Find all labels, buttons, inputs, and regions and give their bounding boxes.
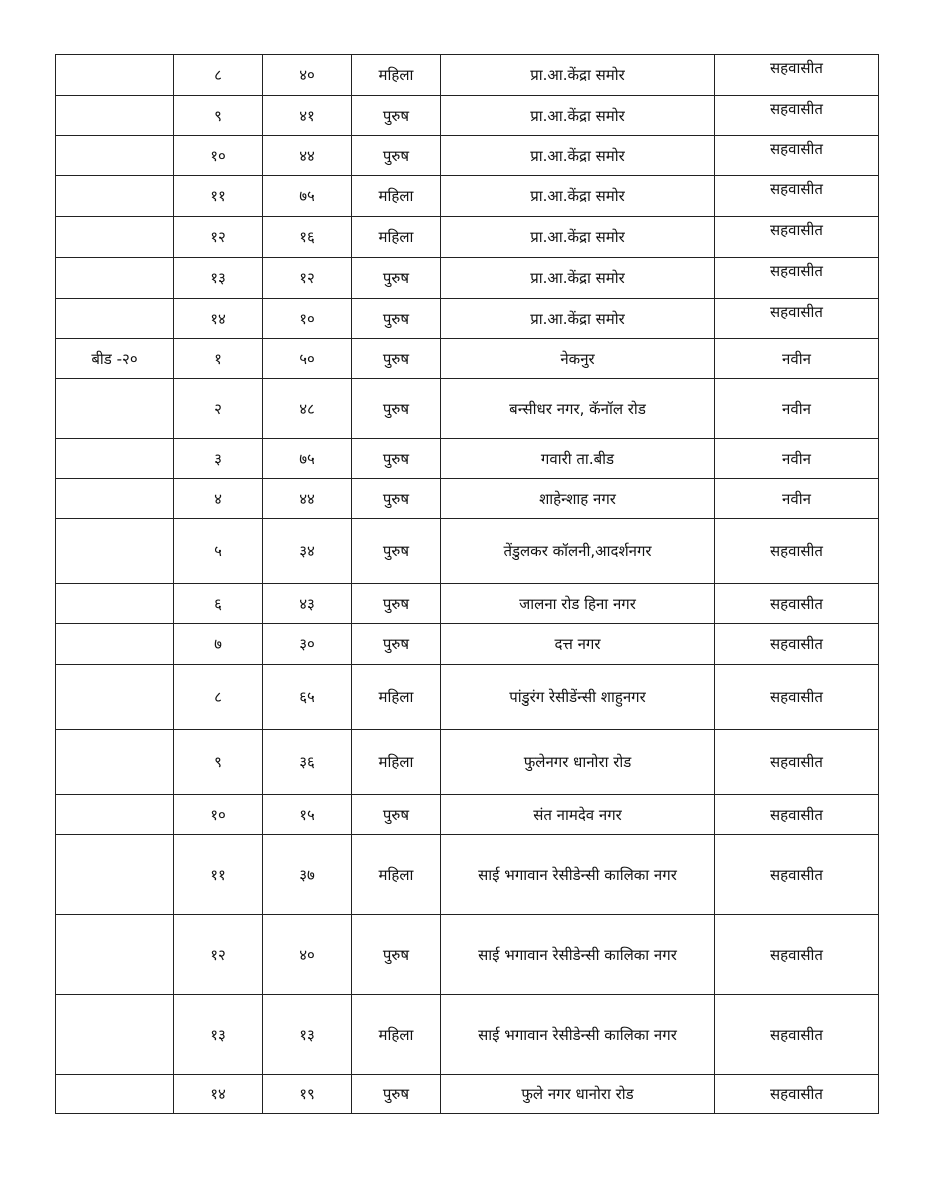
cell-group	[56, 995, 174, 1075]
cell-age: ३६	[263, 730, 352, 795]
cell-serial-number: १३	[174, 258, 263, 299]
cell-gender: पुरुष	[352, 258, 441, 299]
cell-group	[56, 665, 174, 730]
cell-serial-number: ९	[174, 730, 263, 795]
records-table-body	[56, 55, 879, 1114]
table-row	[56, 795, 879, 835]
cell-address: नेकनुर	[441, 339, 715, 379]
cell-address: तेंडुलकर कॉलनी,आदर्शनगर	[441, 519, 715, 584]
cell-age: ४४	[263, 136, 352, 176]
cell-age: १६	[263, 217, 352, 258]
cell-gender: पुरुष	[352, 96, 441, 136]
cell-age: ३४	[263, 519, 352, 584]
cell-gender: महिला	[352, 55, 441, 96]
cell-group	[56, 835, 174, 915]
cell-address: प्रा.आ.केंद्रा समोर	[441, 258, 715, 299]
cell-address: प्रा.आ.केंद्रा समोर	[441, 217, 715, 258]
cell-gender: महिला	[352, 995, 441, 1075]
cell-age: ४३	[263, 584, 352, 624]
cell-status: सहवासीत	[715, 1075, 879, 1114]
records-table	[55, 54, 879, 1114]
table-row	[56, 665, 879, 730]
cell-gender: पुरुष	[352, 795, 441, 835]
table-row	[56, 176, 879, 217]
cell-gender: महिला	[352, 835, 441, 915]
cell-gender: पुरुष	[352, 519, 441, 584]
cell-serial-number: ८	[174, 55, 263, 96]
cell-status: सहवासीत	[715, 217, 879, 258]
cell-serial-number: ८	[174, 665, 263, 730]
cell-group	[56, 299, 174, 339]
cell-group	[56, 217, 174, 258]
cell-gender: पुरुष	[352, 479, 441, 519]
cell-group	[56, 795, 174, 835]
cell-serial-number: १२	[174, 217, 263, 258]
cell-serial-number: ४	[174, 479, 263, 519]
cell-status: सहवासीत	[715, 835, 879, 915]
table-row	[56, 624, 879, 665]
cell-group	[56, 136, 174, 176]
cell-age: ४१	[263, 96, 352, 136]
table-row	[56, 584, 879, 624]
cell-age: ७५	[263, 439, 352, 479]
cell-age: ६५	[263, 665, 352, 730]
cell-gender: महिला	[352, 217, 441, 258]
table-row	[56, 55, 879, 96]
cell-gender: पुरुष	[352, 584, 441, 624]
cell-group	[56, 96, 174, 136]
table-row	[56, 299, 879, 339]
cell-status: सहवासीत	[715, 915, 879, 995]
cell-status: सहवासीत	[715, 624, 879, 665]
cell-gender: महिला	[352, 665, 441, 730]
table-row	[56, 258, 879, 299]
cell-status: नवीन	[715, 439, 879, 479]
cell-age: ७५	[263, 176, 352, 217]
cell-gender: पुरुष	[352, 379, 441, 439]
table-row	[56, 379, 879, 439]
cell-serial-number: १२	[174, 915, 263, 995]
cell-address: जालना रोड हिना नगर	[441, 584, 715, 624]
cell-gender: पुरुष	[352, 915, 441, 995]
cell-age: १५	[263, 795, 352, 835]
cell-serial-number: ३	[174, 439, 263, 479]
cell-gender: पुरुष	[352, 1075, 441, 1114]
cell-serial-number: १४	[174, 299, 263, 339]
cell-age: १२	[263, 258, 352, 299]
cell-serial-number: ११	[174, 835, 263, 915]
cell-address: प्रा.आ.केंद्रा समोर	[441, 176, 715, 217]
cell-group	[56, 915, 174, 995]
cell-age: ४८	[263, 379, 352, 439]
cell-age: १३	[263, 995, 352, 1075]
table-row	[56, 217, 879, 258]
cell-gender: पुरुष	[352, 339, 441, 379]
table-row	[56, 339, 879, 379]
cell-group	[56, 479, 174, 519]
cell-status: सहवासीत	[715, 519, 879, 584]
cell-gender: पुरुष	[352, 624, 441, 665]
table-row	[56, 995, 879, 1075]
cell-group	[56, 176, 174, 217]
cell-address: बन्सीधर नगर, कॅनॉल रोड	[441, 379, 715, 439]
table-row	[56, 730, 879, 795]
table-row	[56, 915, 879, 995]
cell-age: ४०	[263, 915, 352, 995]
table-row	[56, 439, 879, 479]
table-row	[56, 519, 879, 584]
cell-serial-number: ५	[174, 519, 263, 584]
cell-address: फुले नगर धानोरा रोड	[441, 1075, 715, 1114]
cell-age: ४०	[263, 55, 352, 96]
cell-gender: महिला	[352, 730, 441, 795]
cell-group	[56, 55, 174, 96]
table-row	[56, 1075, 879, 1114]
cell-status: सहवासीत	[715, 995, 879, 1075]
cell-address: साई भगावान रेसीडेन्सी कालिका नगर	[441, 835, 715, 915]
cell-group	[56, 1075, 174, 1114]
cell-status: नवीन	[715, 339, 879, 379]
cell-age: ४४	[263, 479, 352, 519]
cell-address: प्रा.आ.केंद्रा समोर	[441, 299, 715, 339]
cell-status: सहवासीत	[715, 55, 879, 96]
cell-address: प्रा.आ.केंद्रा समोर	[441, 55, 715, 96]
cell-gender: पुरुष	[352, 136, 441, 176]
cell-age: १०	[263, 299, 352, 339]
cell-group	[56, 624, 174, 665]
cell-status: सहवासीत	[715, 96, 879, 136]
cell-group	[56, 258, 174, 299]
table-row	[56, 96, 879, 136]
cell-group	[56, 584, 174, 624]
cell-group	[56, 379, 174, 439]
cell-status: नवीन	[715, 379, 879, 439]
cell-age: ३७	[263, 835, 352, 915]
cell-age: १९	[263, 1075, 352, 1114]
cell-status: सहवासीत	[715, 795, 879, 835]
cell-address: गवारी ता.बीड	[441, 439, 715, 479]
cell-gender: पुरुष	[352, 439, 441, 479]
cell-serial-number: १४	[174, 1075, 263, 1114]
cell-status: सहवासीत	[715, 730, 879, 795]
cell-status: नवीन	[715, 479, 879, 519]
cell-serial-number: १	[174, 339, 263, 379]
table-row	[56, 479, 879, 519]
table-row	[56, 835, 879, 915]
cell-address: साई भगावान रेसीडेन्सी कालिका नगर	[441, 915, 715, 995]
cell-serial-number: २	[174, 379, 263, 439]
cell-status: सहवासीत	[715, 176, 879, 217]
cell-status: सहवासीत	[715, 136, 879, 176]
cell-status: सहवासीत	[715, 299, 879, 339]
cell-address: संत नामदेव नगर	[441, 795, 715, 835]
cell-address: प्रा.आ.केंद्रा समोर	[441, 136, 715, 176]
cell-serial-number: ६	[174, 584, 263, 624]
cell-address: शाहेन्शाह नगर	[441, 479, 715, 519]
cell-group	[56, 730, 174, 795]
cell-gender: पुरुष	[352, 299, 441, 339]
cell-serial-number: १०	[174, 136, 263, 176]
cell-serial-number: ११	[174, 176, 263, 217]
cell-group: बीड -२०	[56, 339, 174, 379]
cell-age: ५०	[263, 339, 352, 379]
cell-status: सहवासीत	[715, 584, 879, 624]
cell-address: पांडुरंग रेसीडेंन्सी शाहुनगर	[441, 665, 715, 730]
cell-address: साई भगावान रेसीडेन्सी कालिका नगर	[441, 995, 715, 1075]
cell-serial-number: ७	[174, 624, 263, 665]
cell-status: सहवासीत	[715, 258, 879, 299]
cell-gender: महिला	[352, 176, 441, 217]
cell-address: प्रा.आ.केंद्रा समोर	[441, 96, 715, 136]
table-row	[56, 136, 879, 176]
cell-age: ३०	[263, 624, 352, 665]
cell-serial-number: १०	[174, 795, 263, 835]
cell-serial-number: १३	[174, 995, 263, 1075]
cell-address: दत्त नगर	[441, 624, 715, 665]
cell-serial-number: ९	[174, 96, 263, 136]
cell-status: सहवासीत	[715, 665, 879, 730]
cell-group	[56, 439, 174, 479]
cell-address: फुलेनगर धानोरा रोड	[441, 730, 715, 795]
cell-group	[56, 519, 174, 584]
